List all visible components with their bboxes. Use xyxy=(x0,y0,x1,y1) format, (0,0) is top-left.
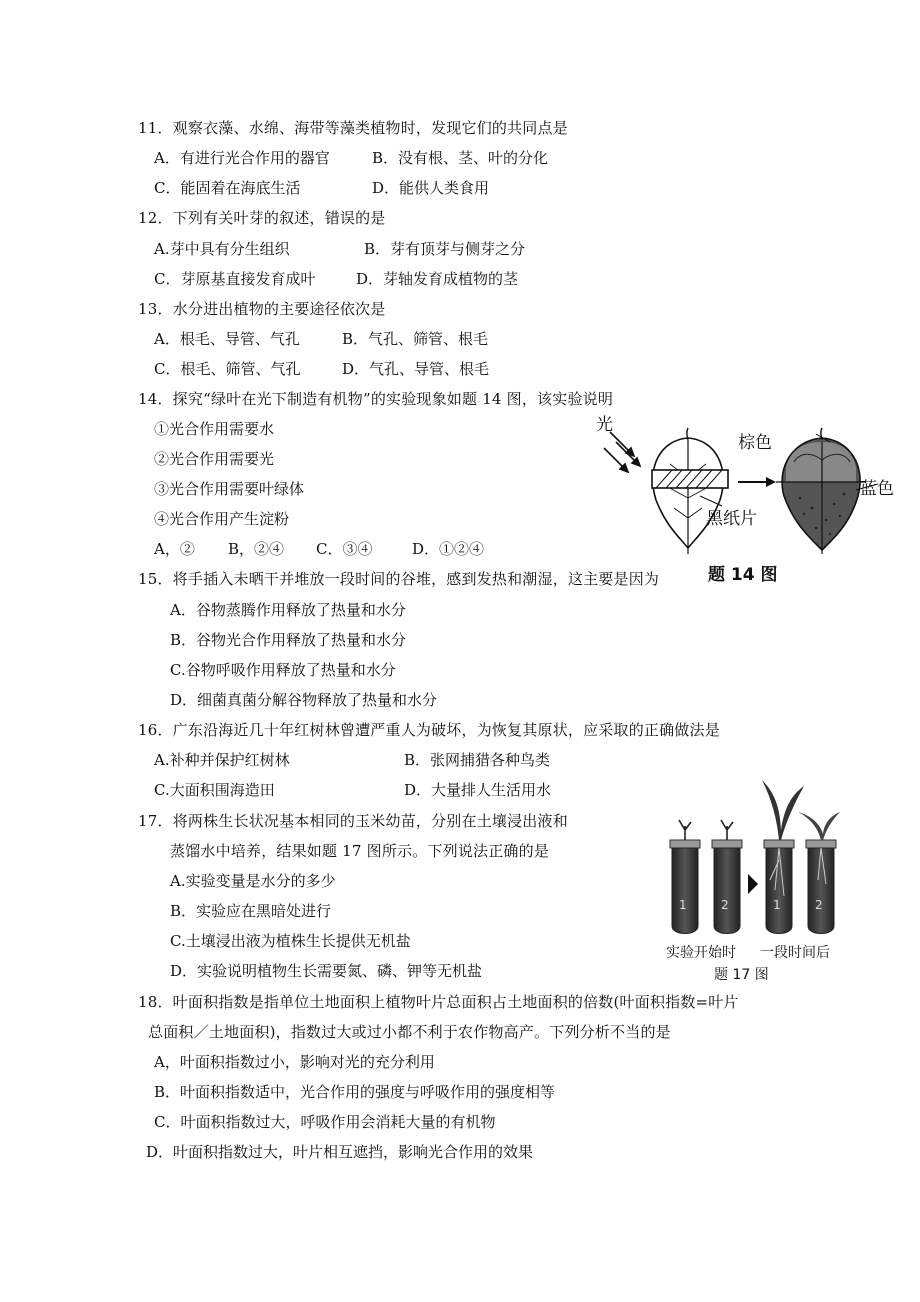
figure17-tube2-label: 2 xyxy=(721,898,729,912)
figure-14 xyxy=(590,408,910,588)
q14-statement-2: ②光合作用需要光 xyxy=(154,450,275,468)
q11-option-b: B．没有根、茎、叶的分化 xyxy=(372,149,549,167)
figure14-light-label: 光 xyxy=(596,415,613,435)
q14-statement-1: ①光合作用需要水 xyxy=(154,420,275,438)
figure17-later-label: 一段时间后 xyxy=(760,945,830,961)
q14-statement-3: ③光合作用需要叶绿体 xyxy=(154,480,305,498)
q17-option-b: B．实验应在黑暗处进行 xyxy=(170,902,332,920)
q13-option-d: D．气孔、导管、根毛 xyxy=(342,360,490,378)
q11-option-d: D．能供人类食用 xyxy=(372,179,490,197)
q11-option-c: C．能固着在海底生活 xyxy=(154,179,301,197)
figure-17 xyxy=(660,770,850,986)
q13-option-a: A．根毛、导管、气孔 xyxy=(154,330,300,348)
figure17-start-label: 实验开始时 xyxy=(666,945,736,961)
q15-option-c: C.谷物呼吸作用释放了热量和水分 xyxy=(170,661,396,679)
q16-option-d: D．大量排人生活用水 xyxy=(404,781,552,799)
q17-option-d: D．实验说明植物生长需要氮、磷、钾等无机盐 xyxy=(170,962,483,980)
q18-option-a: A，叶面积指数过小，影响对光的充分利用 xyxy=(154,1053,435,1071)
figure14-caption: 题 14 图 xyxy=(708,565,778,585)
q11-stem: 11．观察衣藻、水绵、海带等藻类植物时，发现它们的共同点是 xyxy=(138,119,568,137)
q12-option-b: B．芽有顶芽与侧芽之分 xyxy=(364,240,526,258)
q17-stem-line1: 17．将两株生长状况基本相同的玉米幼苗，分别在土壤浸出液和 xyxy=(138,812,568,830)
q12-option-a: A.芽中具有分生组织 xyxy=(154,240,290,258)
q18-stem-line2: 总面积／土地面积)，指数过大或过小都不利于农作物高产。下列分析不当的是 xyxy=(148,1023,671,1041)
figure17-tube3-label: 1 xyxy=(773,898,781,912)
q15-stem: 15．将手插入未晒干并堆放一段时间的谷堆，感到发热和潮湿，这主要是因为 xyxy=(138,570,660,588)
q14-statement-4: ④光合作用产生淀粉 xyxy=(154,510,290,528)
q14-option-a: A，② xyxy=(154,540,195,558)
figure17-tube1-label: 1 xyxy=(679,898,687,912)
q17-option-c: C.土壤浸出液为植株生长提供无机盐 xyxy=(170,932,411,950)
test-tubes-illustration xyxy=(660,770,850,940)
q17-option-a: A.实验变量是水分的多少 xyxy=(170,872,336,890)
q16-option-a: A.补种并保护红树林 xyxy=(154,751,290,769)
figure14-brown-label: 棕色 xyxy=(738,433,772,453)
q13-stem: 13．水分进出植物的主要途径依次是 xyxy=(138,300,386,318)
q18-option-c: C．叶面积指数过大，呼吸作用会消耗大量的有机物 xyxy=(154,1113,496,1131)
q16-stem: 16．广东沿海近几十年红树林曾遭严重人为破坏，为恢复其原状，应采取的正确做法是 xyxy=(138,721,720,739)
q18-option-b: B．叶面积指数适中，光合作用的强度与呼吸作用的强度相等 xyxy=(154,1083,556,1101)
q15-option-a: A．谷物蒸腾作用释放了热量和水分 xyxy=(170,601,406,619)
q14-stem: 14．探究“绿叶在光下制造有机物”的实验现象如题 14 图，该实验说明 xyxy=(138,390,614,408)
q18-option-d: D．叶面积指数过大，叶片相互遮挡，影响光合作用的效果 xyxy=(146,1143,534,1161)
q13-option-b: B．气孔、筛管、根毛 xyxy=(342,330,489,348)
q14-option-c: C．③④ xyxy=(316,540,373,558)
figure14-blue-label: 蓝色 xyxy=(860,479,894,499)
q16-option-c: C.大面积围海造田 xyxy=(154,781,275,799)
q12-option-d: D．芽轴发育成植物的茎 xyxy=(356,270,519,288)
figure14-black-paper-label: 黑纸片 xyxy=(706,509,757,529)
q14-option-b: B，②④ xyxy=(228,540,285,558)
q14-option-d: D．①②④ xyxy=(412,540,485,558)
q12-option-c: C．芽原基直接发育成叶 xyxy=(154,270,316,288)
q15-option-b: B．谷物光合作用释放了热量和水分 xyxy=(170,631,407,649)
figure17-caption: 题 17 图 xyxy=(714,967,769,983)
q15-option-d: D．细菌真菌分解谷物释放了热量和水分 xyxy=(170,691,438,709)
figure17-tube4-label: 2 xyxy=(815,898,823,912)
q13-option-c: C．根毛、筛管、气孔 xyxy=(154,360,301,378)
q16-option-b: B．张网捕猎各种鸟类 xyxy=(404,751,551,769)
q11-option-a: A．有进行光合作用的器官 xyxy=(154,149,330,167)
q12-stem: 12．下列有关叶芽的叙述，错误的是 xyxy=(138,209,386,227)
q17-stem-line2: 蒸馏水中培养，结果如题 17 图所示。下列说法正确的是 xyxy=(170,842,550,860)
q18-stem-line1: 18．叶面积指数是指单位土地面积上植物叶片总面积占土地面积的倍数(叶面积指数=叶片 xyxy=(138,993,739,1011)
